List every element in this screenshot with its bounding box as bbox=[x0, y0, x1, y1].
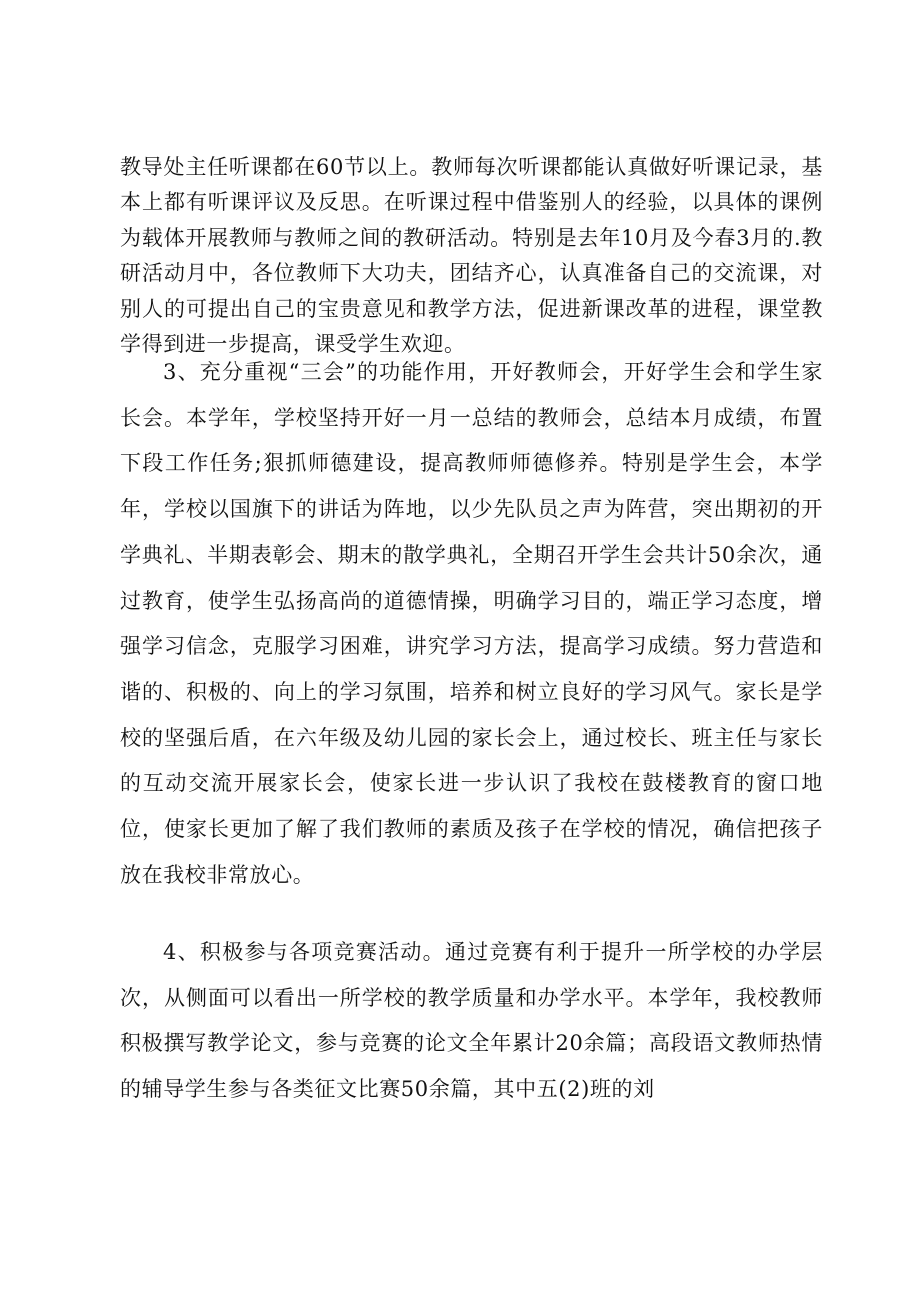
paragraph-competitions: 4、积极参与各项竞赛活动。通过竞赛有利于提升一所学校的办学层次，从侧面可以看出一所学校的教学质量和办学水平。本学年，我校教师积极撰写教学论文，参与竞赛的论文全年累计20余篇；高段语文教师热情的辅导学生参与各类征文比赛50余篇，其中五(2)班的刘 bbox=[120, 940, 823, 1102]
paragraph-lesson-observation: 教导处主任听课都在60节以上。教师每次听课都能认真做好听课记录，基本上都有听课评议及反思。在听课过程中借鉴别人的经验，以具体的课例为载体开展教师与教师之间的教研活动。特别是去年10月及今春3月的.教研活动月中，各位教师下大功夫，团结齐心，认真准备自己的交流课，对别人的可提出自己的宝贵意见和教学方法，促进新课改革的进程，课堂教学得到进一步提高，课受学生欢迎。 bbox=[120, 155, 823, 357]
paragraph-three-meetings: 3、充分重视“三会”的功能作用，开好教师会，开好学生会和学生家长会。本学年，学校坚持开好一月一总结的教师会，总结本月成绩，布置下段工作任务;狠抓师德建设，提高教师师德修养。特别是学生会，本学年，学校以国旗下的讲话为阵地，以少先队员之声为阵营，突出期初的开学典礼、半期表彰会、期末的散学典礼，全期召开学生会共计50余次，通过教育，使学生弘扬高尚的道德情操，明确学习目的，端正学习态度，增强学习信念，克服学习困难，讲究学习方法，提高学习成绩。努力营造和谐的、积极的、向上的学习氛围，培养和树立良好的学习风气。家长是学校的坚强后盾，在六年级及幼儿园的家长会上，通过校长、班主任与家长的互动交流开展家长会，使家长进一步认识了我校在鼓楼教育的窗口地位，使家长更加了解了我们教师的素质及孩子在学校的情况，确信把孩子放在我校非常放心。 bbox=[120, 360, 823, 887]
